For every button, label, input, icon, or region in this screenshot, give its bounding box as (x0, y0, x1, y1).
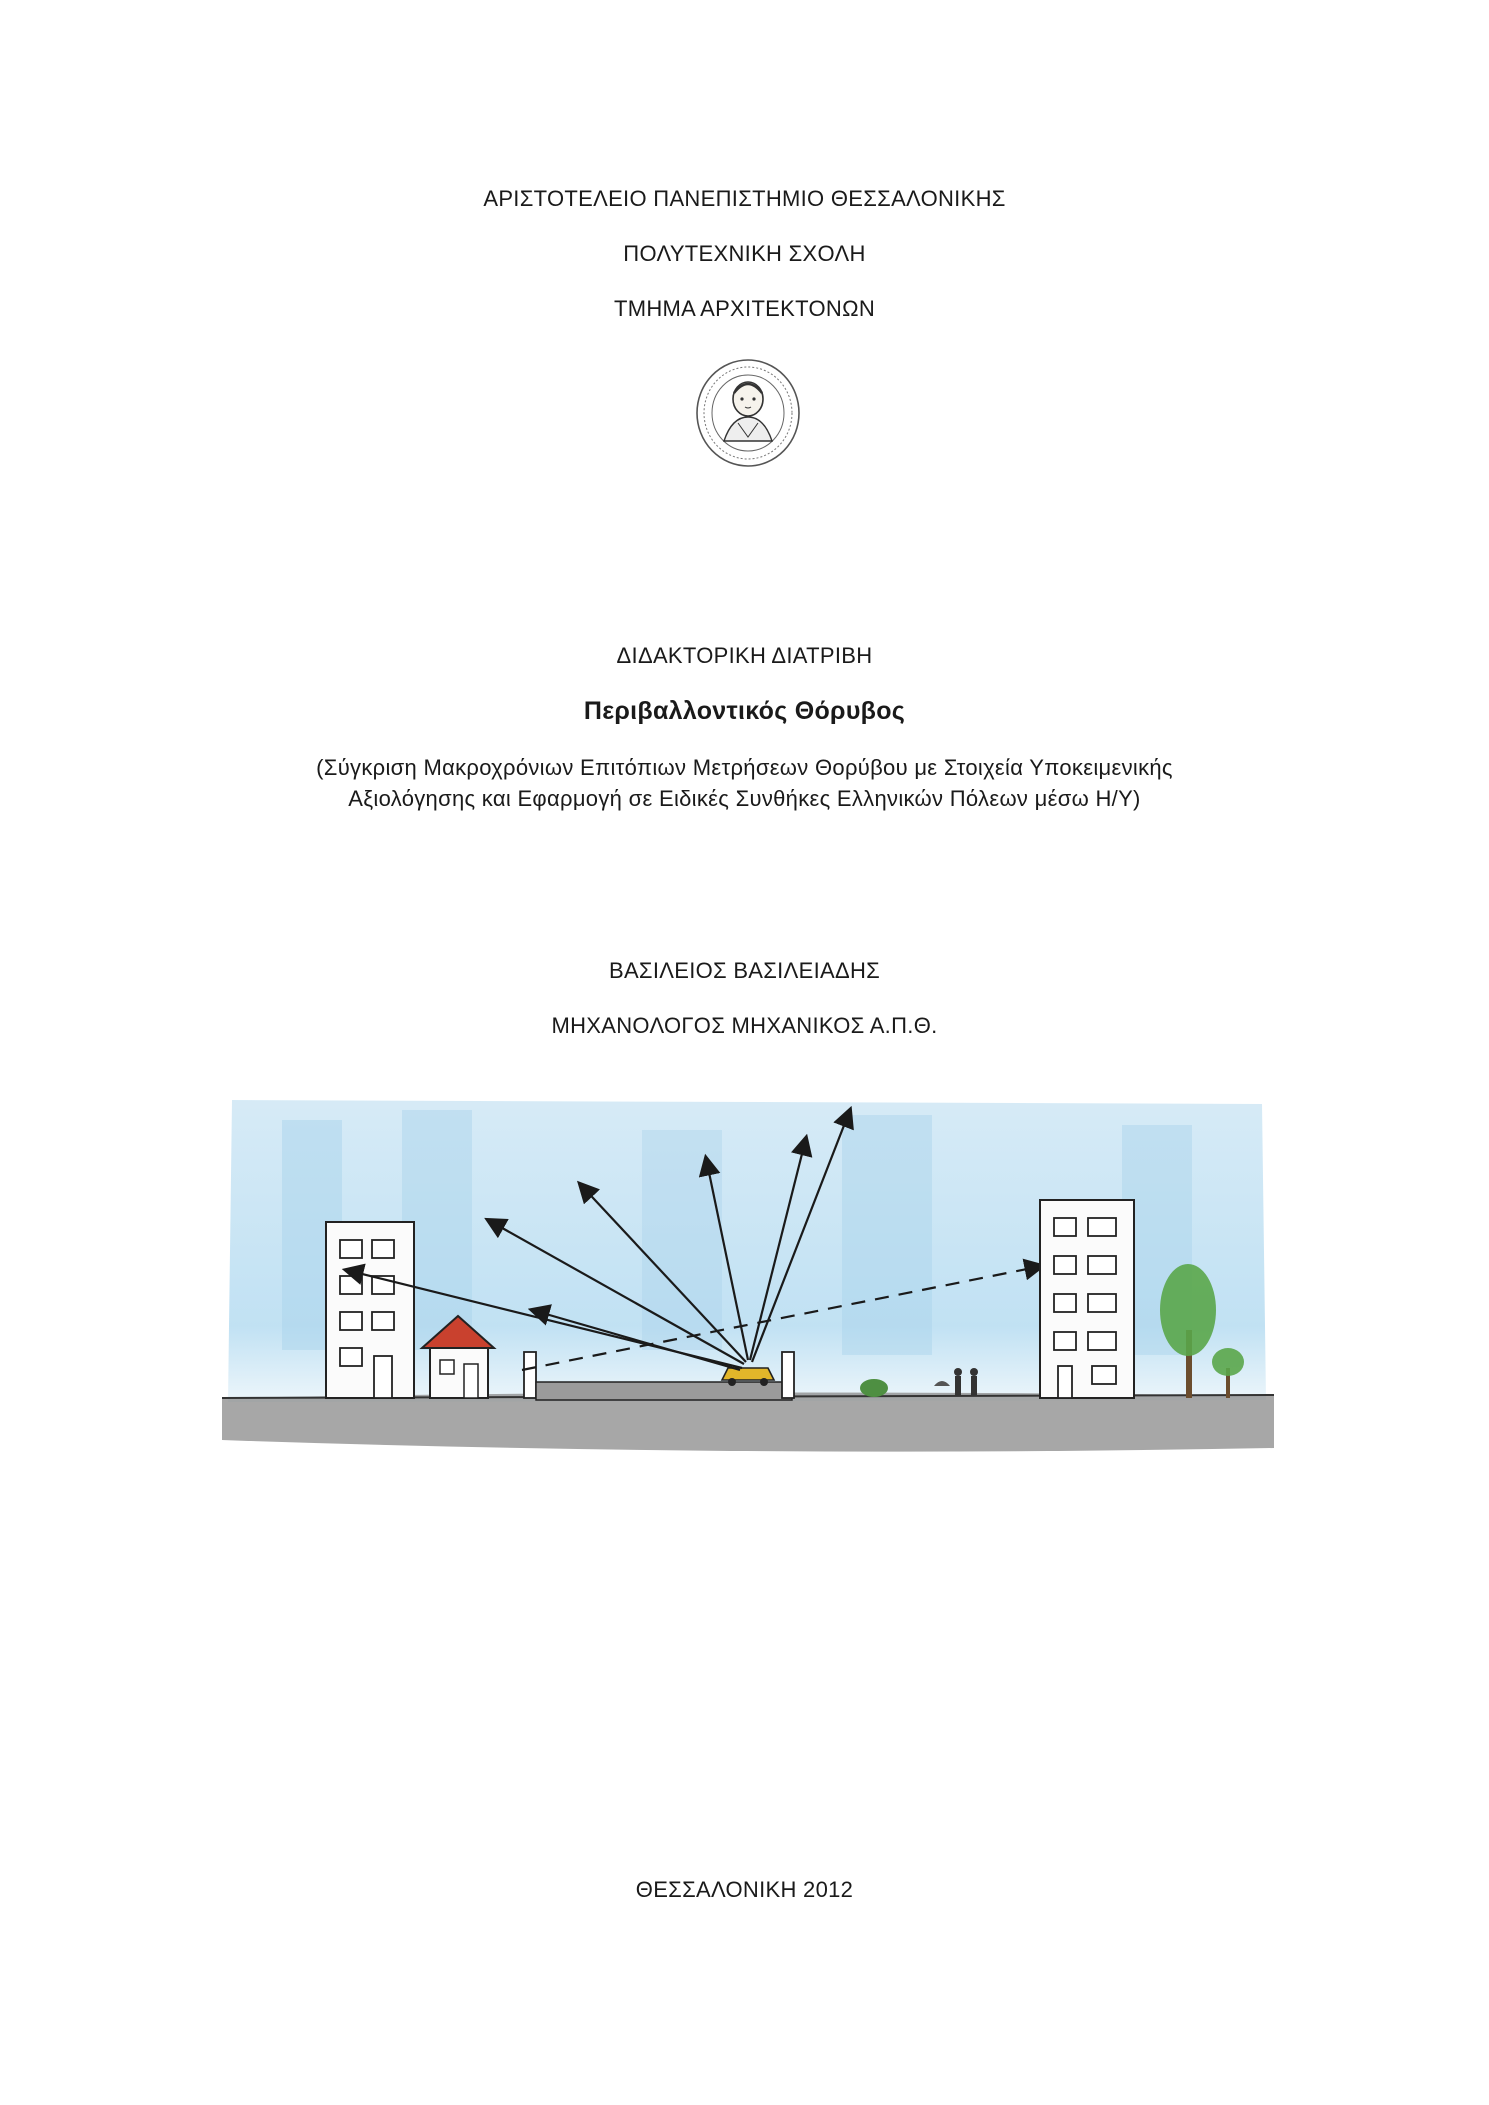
ground (222, 1392, 1274, 1451)
university-seal-icon (694, 357, 802, 469)
place-year: ΘΕΣΣΑΛΟΝΙΚΗ 2012 (635, 1877, 854, 1902)
subtitle-line-2: Αξιολόγησης και Εφαρμογή σε Ειδικές Συνθήκες Ελληνικών Πόλεων μέσω Η/Υ) (348, 786, 1141, 811)
author-name: ΒΑΣΙΛΕΙΟΣ ΒΑΣΙΛΕΙΑΔΗΣ (608, 958, 881, 983)
sky-silhouette (842, 1115, 932, 1355)
department-name: ΤΜΗΜΑ ΑΡΧΙΤΕΚΤΟΝΩΝ (613, 296, 876, 321)
thesis-subtitle (0, 752, 1489, 814)
author-title: ΜΗΧΑΝΟΛΟΓΟΣ ΜΗΧΑΝΙΚΟΣ Α.Π.Θ. (551, 1013, 938, 1038)
thesis-title: Περιβαλλοντικός Θόρυβος (583, 697, 906, 725)
right-apartment-building (1040, 1200, 1134, 1398)
left-apartment-building (326, 1222, 414, 1398)
sky-silhouette (642, 1130, 722, 1350)
urban-noise-illustration (222, 1080, 1274, 1460)
university-name: ΑΡΙΣΤΟΤΕΛΕΙΟ ΠΑΝΕΠΙΣΤΗΜΙΟ ΘΕΣΣΑΛΟΝΙΚΗΣ (483, 186, 1006, 211)
school-name: ΠΟΛΥΤΕΧΝΙΚΗ ΣΧΟΛΗ (623, 241, 866, 266)
thesis-type: ΔΙΔΑΚΤΟΡΙΚΗ ΔΙΑΤΡΙΒΗ (616, 643, 873, 668)
subtitle-line-1: (Σύγκριση Μακροχρόνιων Επιτόπιων Μετρήσεων Θορύβου με Στοιχεία Υποκειμενικής (316, 755, 1173, 780)
